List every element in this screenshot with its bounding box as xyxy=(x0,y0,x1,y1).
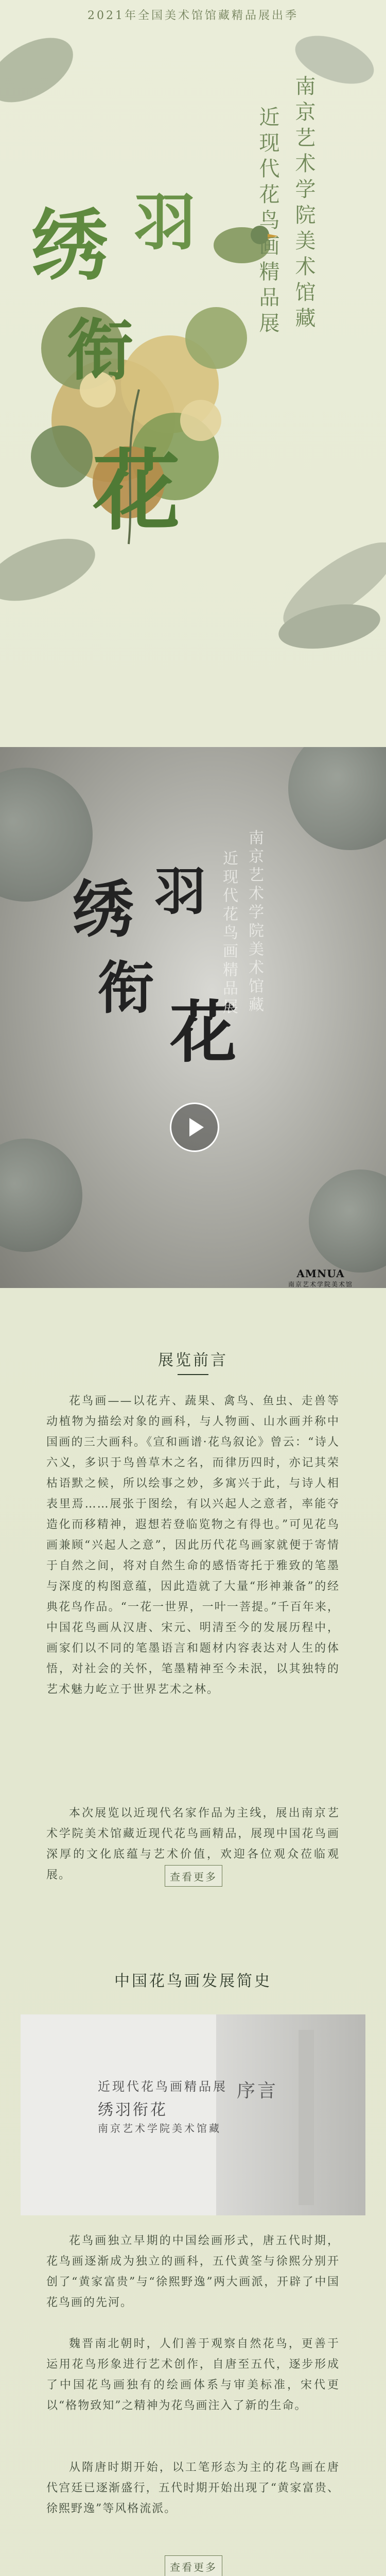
video-play-button[interactable] xyxy=(170,1103,219,1152)
wall-text-1: 近现代花鸟画精品展 xyxy=(98,2079,227,2094)
history-paragraph-2: 魏晋南北朝时，人们善于观察自然花鸟，更善于运用花鸟形象进行艺术创作，自唐至五代，逐步形成了中国花鸟画独有的绘画体系与审美标准，宋代更以“格物致知”之精神为花鸟画注入了新的生命。 xyxy=(46,2337,340,2412)
wall-text-2: 绣羽衔花 xyxy=(98,2101,168,2119)
video-flower-4 xyxy=(309,1170,386,1273)
intro-paragraph-2: 本次展览以近现代名家作品为主线，展出南京艺术学院美术馆藏近现代花鸟画精品，展现中国花鸟画深厚的文化底蕴与艺术价值，欢迎各位观众莅临观展。 xyxy=(46,1807,340,1882)
cover-title-char-3: 衔 xyxy=(67,311,134,389)
video-title-char-4: 花 xyxy=(170,993,237,1072)
video-title-char-3: 衔 xyxy=(98,955,154,1021)
intro-title-text: 展览前言 xyxy=(158,1351,228,1369)
cover-illustration xyxy=(0,29,386,663)
video-flower-2 xyxy=(288,747,386,850)
cover-title-char-4: 花 xyxy=(93,439,181,543)
intro-paragraph-1: 花鸟画——以花卉、蔬果、禽鸟、鱼虫、走兽等动植物为描绘对象的画科，与人物画、山水画并称中国画的三大画科。《宣和画谱·花鸟叙论》曾云：“诗人六义，多识于鸟兽草木之名，而律历四时，亦记其荣枯语默之候，所以绘事之妙，多寓兴于此，与诗人相表里焉……展张于图绘，有以兴起人之意者，率能夺造化而移精神，遐想若登临览物之有得也。”可见花鸟画兼顾“兴起人之意”，因此历代花鸟画家就便于寄情于自然之间，将对自然生命的感悟寄托于雅致的笔墨与深度的构图意蕴，因此造就了大量“形神兼备”的经典花鸟作品。“一花一世界，一叶一菩提。”千百年来，中国花鸟画从汉唐、宋元、明清至今的发展历程中，画家们以不同的笔墨语言和题材内容表达对人生的体悟，对社会的关怀，笔墨精神至今未泯，以其独特的艺术魅力屹立于世界艺术之林。 xyxy=(46,1395,340,1696)
cover-title-char-1: 绣 xyxy=(31,200,109,291)
top-banner xyxy=(0,0,386,29)
video-subtitle-1: 南京艺术学院美术馆藏 xyxy=(245,829,264,1015)
cover-title-char-2: 羽 xyxy=(134,186,196,259)
history-more-button[interactable]: 查看更多 xyxy=(165,2555,222,2576)
intro-video[interactable] xyxy=(0,747,386,1288)
play-icon xyxy=(189,1118,204,1137)
intro-more-button[interactable]: 查看更多 xyxy=(165,1865,222,1887)
video-title-char-1: 绣 xyxy=(72,873,134,946)
cover-subtitle-2: 近现代花鸟画精品展 xyxy=(256,106,279,338)
video-subtitle-2: 近现代花鸟画精品展 xyxy=(220,850,238,1017)
video-brand xyxy=(288,1267,353,1288)
top-banner-text: 2021年全国美术馆馆藏精品展出季 xyxy=(87,9,299,22)
video-title-char-2: 羽 xyxy=(154,861,206,922)
video-brand-sub: 南京艺术学院美术馆 xyxy=(288,1281,354,1288)
history-title-text: 中国花鸟画发展简史 xyxy=(114,1972,272,1990)
video-brand-name: AMNUA xyxy=(296,1267,345,1280)
intro-title xyxy=(0,1347,386,1375)
intro-title-underline xyxy=(178,1374,208,1375)
wall-text-right: 序言 xyxy=(237,2080,278,2102)
history-paragraph-1: 花鸟画独立早期的中国绘画形式，唐五代时期，花鸟画逐渐成为独立的画科，五代黄筌与徐熙分别开创了“黄家富贵”与“徐熙野逸”两大画派，开辟了中国花鸟画的先河。 xyxy=(46,2234,340,2309)
cover-decoration xyxy=(0,29,386,663)
video-flower-3 xyxy=(0,1139,82,1252)
history-photo xyxy=(21,2014,365,2215)
wall-text-3: 南京艺术学院美术馆藏 xyxy=(98,2122,221,2134)
history-paragraph-3: 从隋唐时期开始，以工笔形态为主的花鸟画在唐代宫廷已逐渐盛行，五代时期开始出现了“黄家富贵、徐熙野逸”等风格流派。 xyxy=(46,2461,340,2515)
photo-right-wall xyxy=(216,2014,365,2215)
photo-doorway xyxy=(299,2030,314,2205)
history-title xyxy=(0,1968,386,1991)
cover-subtitle-1: 南京艺术学院美术馆藏 xyxy=(292,75,315,333)
